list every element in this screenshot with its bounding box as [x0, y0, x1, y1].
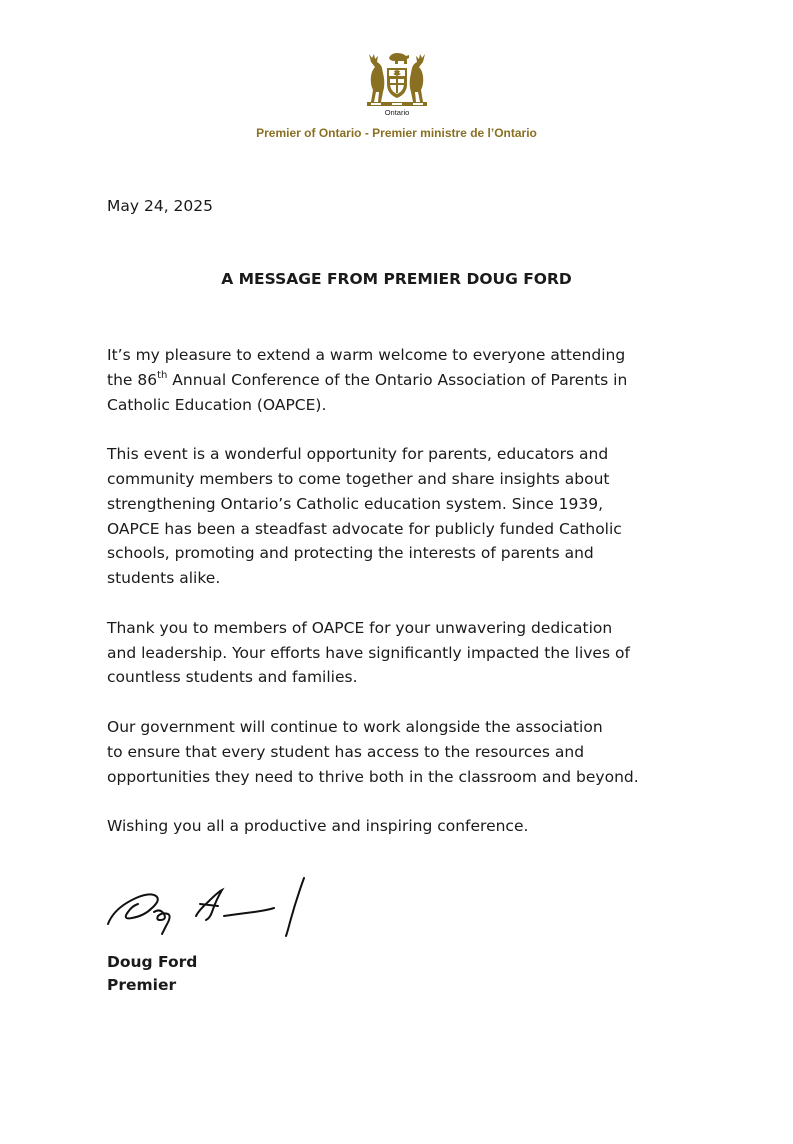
signature-icon — [104, 874, 314, 940]
text-line: Our government will continue to work alongside the association — [107, 717, 603, 736]
text-line: the 86th Annual Conference of the Ontario Association of Parents in — [107, 369, 628, 389]
signer-name: Doug Ford — [107, 953, 198, 971]
text-line: Wishing you all a productive and inspiring conference. — [107, 817, 529, 836]
text-line: opportunities they need to thrive both in the classroom and beyond. — [107, 767, 639, 786]
ontario-coat-of-arms-icon — [361, 46, 433, 118]
text-line: and leadership. Your efforts have significantly impacted the lives of — [107, 643, 630, 662]
text-line: to ensure that every student has access to the resources and — [107, 742, 585, 761]
text-line: This event is a wonderful opportunity for parents, educators and — [107, 445, 609, 464]
signer-title: Premier — [107, 976, 177, 994]
paragraph-closing — [107, 814, 687, 839]
office-title: Premier of Ontario - Premier ministre de l’Ontario — [256, 126, 537, 140]
text-line: OAPCE has been a steadfast advocate for publicly funded Catholic — [107, 519, 622, 538]
crest-label: Ontario — [384, 108, 410, 117]
letter-date: May 24, 2025 — [107, 197, 213, 215]
text-line: countless students and families. — [107, 668, 358, 687]
ordinal-suffix: th — [157, 369, 168, 381]
paragraph-event — [107, 442, 687, 591]
letter-body — [107, 343, 687, 864]
text-line: schools, promoting and protecting the interests of parents and — [107, 544, 594, 563]
paragraph-government — [107, 715, 687, 789]
paragraph-welcome — [107, 343, 687, 417]
text-line: students alike. — [107, 569, 221, 588]
paragraph-thanks — [107, 616, 687, 690]
signer-block — [107, 951, 197, 997]
text-line: It’s my pleasure to extend a warm welcome to everyone attending — [107, 346, 626, 364]
text-line: community members to come together and share insights about — [107, 469, 610, 488]
text-line: Catholic Education (OAPCE). — [107, 395, 327, 414]
text-line: Thank you to members of OAPCE for your unwavering dedication — [107, 618, 613, 637]
text-line: strengthening Ontario’s Catholic education system. Since 1939, — [107, 494, 604, 513]
letter-heading: A MESSAGE FROM PREMIER DOUG FORD — [221, 270, 572, 288]
